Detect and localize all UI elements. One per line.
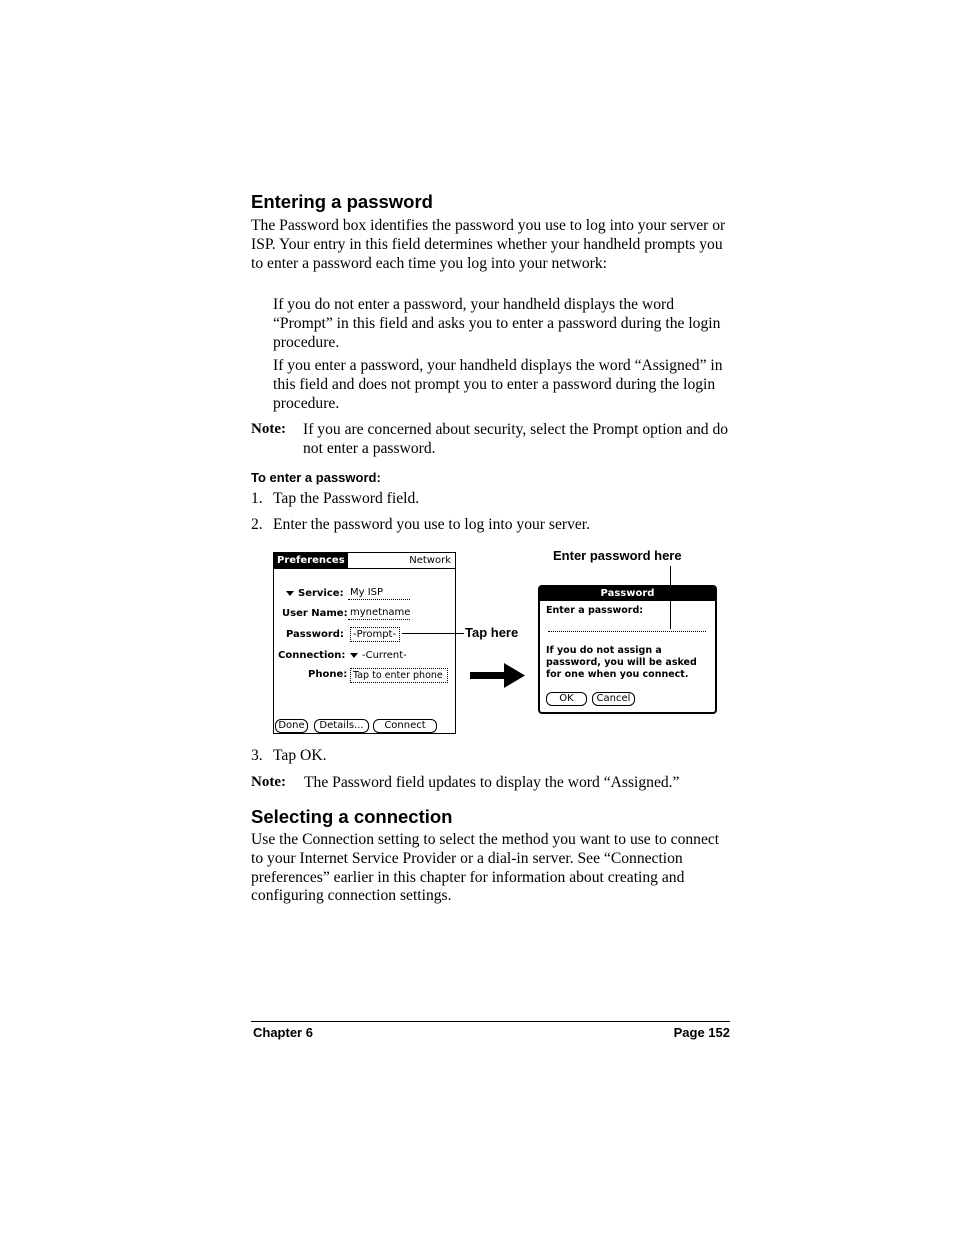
password-entry-line[interactable] bbox=[548, 631, 706, 632]
step-number: 2. bbox=[251, 516, 263, 533]
dropdown-arrow-icon bbox=[286, 591, 294, 596]
username-field[interactable]: mynetname bbox=[350, 607, 411, 618]
section-heading-connection: Selecting a connection bbox=[251, 806, 453, 827]
footer-chapter: Chapter 6 bbox=[253, 1025, 313, 1040]
step-text: Enter the password you use to log into your server. bbox=[273, 516, 591, 533]
note-assigned: The Password field updates to display the word “Assigned.” bbox=[304, 774, 680, 791]
dropdown-arrow-icon bbox=[350, 653, 358, 658]
panel-selector[interactable]: Network bbox=[409, 555, 451, 566]
connection-label: Connection: bbox=[278, 650, 346, 661]
password-field[interactable]: -Prompt- bbox=[350, 627, 400, 642]
phone-label: Phone: bbox=[308, 669, 348, 680]
right-arrow-icon bbox=[470, 662, 526, 690]
dialog-message: If you do not assign a password, you will be asked for one when you connect. bbox=[546, 645, 697, 680]
tap-here-leader-line bbox=[402, 633, 464, 634]
connect-button[interactable]: Connect bbox=[373, 719, 437, 733]
connection-picker[interactable]: -Current- bbox=[350, 649, 407, 662]
tap-here-callout: Tap here bbox=[465, 625, 519, 640]
connection-paragraph: Use the Connection setting to select the method you want to use to connect to your Internet Service Provider or a dial-in server. See “Connection preferences” earlier in this chapter for information about creating and configuring connection settings. bbox=[251, 831, 720, 905]
preferences-screen bbox=[273, 552, 456, 734]
step-text: Tap OK. bbox=[273, 747, 327, 764]
password-label: Password: bbox=[286, 629, 344, 640]
note-security: If you are concerned about security, select the Prompt option and do not enter a password. bbox=[303, 421, 729, 457]
section-heading-password: Entering a password bbox=[251, 191, 433, 212]
bullet-no-password: If you do not enter a password, your handheld displays the word “Prompt” in this field and asks you to enter a password during the login procedure. bbox=[273, 296, 721, 351]
service-field[interactable]: My ISP bbox=[348, 586, 410, 600]
details-button[interactable]: Details... bbox=[314, 719, 369, 733]
step-number: 1. bbox=[251, 490, 263, 507]
procedure-heading: To enter a password: bbox=[251, 470, 381, 485]
step-text: Tap the Password field. bbox=[273, 490, 420, 507]
username-label: User Name: bbox=[282, 608, 348, 619]
password-dialog bbox=[538, 585, 717, 714]
footer-page-number: Page 152 bbox=[673, 1025, 730, 1040]
enter-password-callout: Enter password here bbox=[553, 548, 682, 563]
done-button[interactable]: Done bbox=[275, 719, 308, 733]
footer-rule bbox=[251, 1021, 730, 1022]
dialog-prompt: Enter a password: bbox=[546, 605, 644, 616]
phone-field[interactable]: Tap to enter phone bbox=[350, 668, 448, 683]
step-number: 3. bbox=[251, 747, 263, 764]
preferences-title-tab: Preferences bbox=[274, 553, 348, 569]
bullet-with-password: If you enter a password, your handheld displays the word “Assigned” in this field and does not prompt you to enter a password during the login procedure. bbox=[273, 357, 723, 412]
dialog-title: Password bbox=[540, 587, 715, 601]
enter-password-leader-line bbox=[670, 566, 671, 629]
note-label: Note: bbox=[251, 774, 286, 790]
intro-paragraph: The Password box identifies the password you use to log into your server or ISP. Your entry in this field determines whether your handheld prompts you to enter a password each time you log into your network: bbox=[251, 217, 726, 272]
service-row-label: Service: bbox=[286, 587, 344, 600]
cancel-button[interactable]: Cancel bbox=[592, 692, 635, 706]
ok-button[interactable]: OK bbox=[546, 692, 587, 706]
title-divider bbox=[274, 568, 455, 569]
note-label: Note: bbox=[251, 421, 286, 437]
